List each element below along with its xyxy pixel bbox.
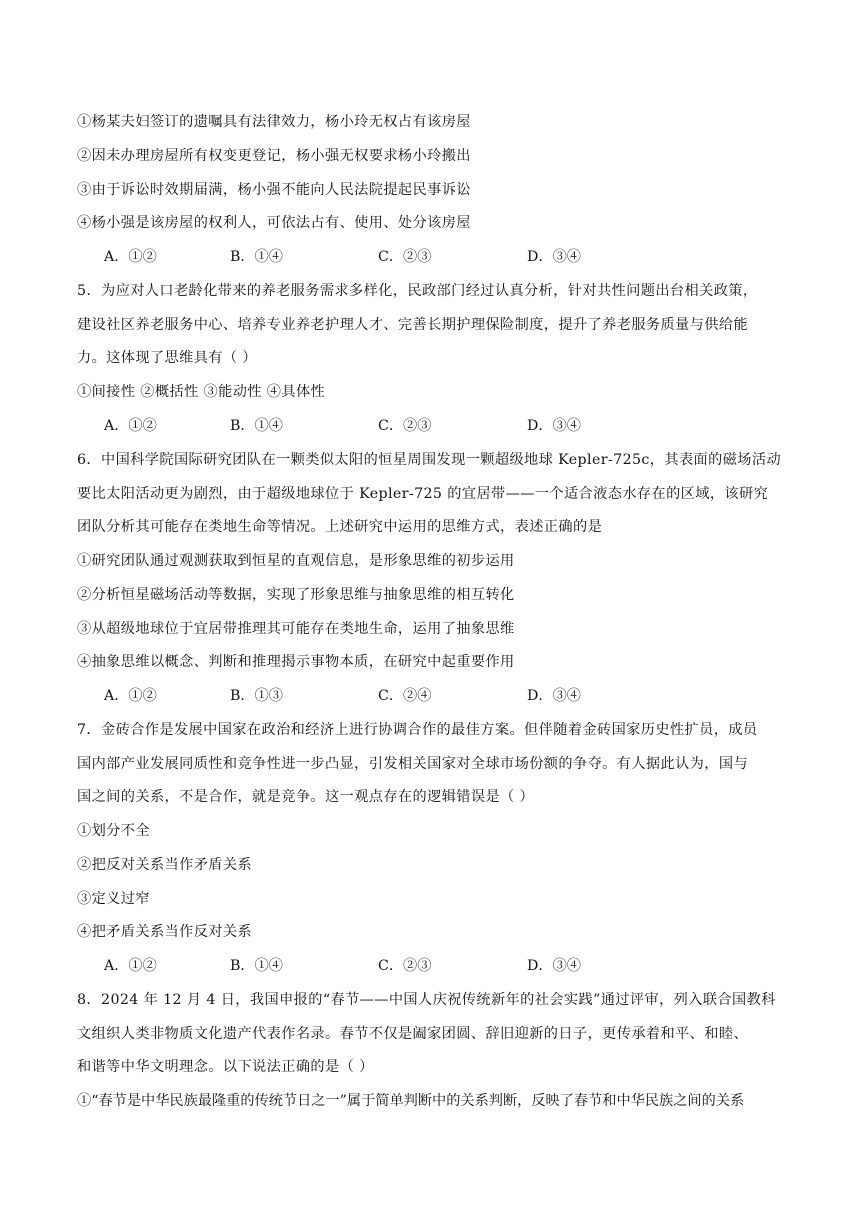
q6-option-2: ②分析恒星磁场活动等数据，实现了形象思维与抽象思维的相互转化 — [77, 587, 515, 603]
q7-option-2: ②把反对关系当作矛盾关系 — [77, 857, 253, 873]
choice-c: C．②③ — [378, 418, 432, 434]
prev-option-1: ①杨某夫妇签订的遗嘱具有法律效力，杨小玲无权占有该房屋 — [77, 114, 471, 130]
q8-stem-line-2: 文组织人类非物质文化遗产代表作名录。春节不仅是阖家团圆、辞旧迎新的日子，更传承着和平、和睦、 — [77, 1026, 749, 1042]
choice-b: B．①③ — [230, 688, 283, 704]
choice-b: B．①④ — [230, 418, 283, 434]
choice-c: C．②④ — [378, 688, 432, 704]
q6-stem-line-2: 要比太阳活动更为剧烈，由于超级地球位于 Kepler-725 的宜居带——一个适合液态水存在的区域，该研究 — [77, 486, 769, 502]
choice-a: A．①② — [104, 958, 157, 974]
q5-options: ①间接性 ②概括性 ③能动性 ④具体性 — [77, 384, 326, 400]
choice-c: C．②③ — [378, 249, 432, 265]
q5-stem-line-2: 建设社区养老服务中心、培养专业养老护理人才、完善长期护理保险制度，提升了养老服务质量与供给能 — [77, 317, 749, 333]
choice-b: B．①④ — [230, 249, 283, 265]
q6-option-1: ①研究团队通过观测获取到恒星的直观信息，是形象思维的初步运用 — [77, 553, 515, 569]
q7-stem-line-2: 国内部产业发展同质性和竞争性进一步凸显，引发相关国家对全球市场份额的争夺。有人据此认为，国与 — [77, 756, 749, 772]
choice-b: B．①④ — [230, 958, 283, 974]
q6-stem-line-3: 团队分析其可能存在类地生命等情况。上述研究中运用的思维方式，表述正确的是 — [77, 519, 603, 535]
prev-option-2: ②因未办理房屋所有权变更登记，杨小强无权要求杨小玲搬出 — [77, 148, 471, 164]
choice-d: D．③④ — [527, 688, 581, 704]
choice-d: D．③④ — [527, 958, 581, 974]
choice-a: A．①② — [104, 688, 157, 704]
prev-option-4: ④杨小强是该房屋的权利人，可依法占有、使用、处分该房屋 — [77, 215, 471, 231]
q6-option-3: ③从超级地球位于宜居带推理其可能存在类地生命，运用了抽象思维 — [77, 621, 515, 637]
q8-stem-line-1: 8．2024 年 12 月 4 日，我国申报的“春节——中国人庆祝传统新年的社会实践”通过评审，列入联合国教科 — [77, 992, 776, 1008]
q7-option-4: ④把矛盾关系当作反对关系 — [77, 924, 253, 940]
choice-d: D．③④ — [527, 418, 581, 434]
q8-stem-line-3: 和谐等中华文明理念。以下说法正确的是（ ） — [77, 1059, 374, 1075]
choice-c: C．②③ — [378, 958, 432, 974]
choice-a: A．①② — [104, 418, 157, 434]
choice-d: D．③④ — [527, 249, 581, 265]
q7-option-1: ①划分不全 — [77, 823, 150, 839]
q5-stem-line-3: 力。这体现了思维具有（ ） — [77, 350, 257, 366]
choice-a: A．①② — [104, 249, 157, 265]
q7-option-3: ③定义过窄 — [77, 891, 150, 907]
q8-option-1: ①“春节是中华民族最隆重的传统节日之一”属于简单判断中的关系判断，反映了春节和中华民族之间的关系 — [77, 1093, 745, 1109]
q7-stem-line-3: 国之间的关系，不是合作，就是竞争。这一观点存在的逻辑错误是（ ） — [77, 789, 535, 805]
prev-option-3: ③由于诉讼时效期届满，杨小强不能向人民法院提起民事诉讼 — [77, 182, 471, 198]
q7-stem-line-1: 7．金砖合作是发展中国家在政治和经济上进行协调合作的最佳方案。但伴随着金砖国家历史性扩员，成员 — [77, 722, 758, 738]
q6-option-4: ④抽象思维以概念、判断和推理揭示事物本质，在研究中起重要作用 — [77, 654, 515, 670]
q5-stem-line-1: 5．为应对人口老龄化带来的养老服务需求多样化，民政部门经过认真分析，针对共性问题出台相关政策， — [77, 283, 758, 299]
q6-stem-line-1: 6．中国科学院国际研究团队在一颗类似太阳的恒星周围发现一颗超级地球 Kepler-725c，其表面的磁场活动 — [77, 452, 782, 468]
